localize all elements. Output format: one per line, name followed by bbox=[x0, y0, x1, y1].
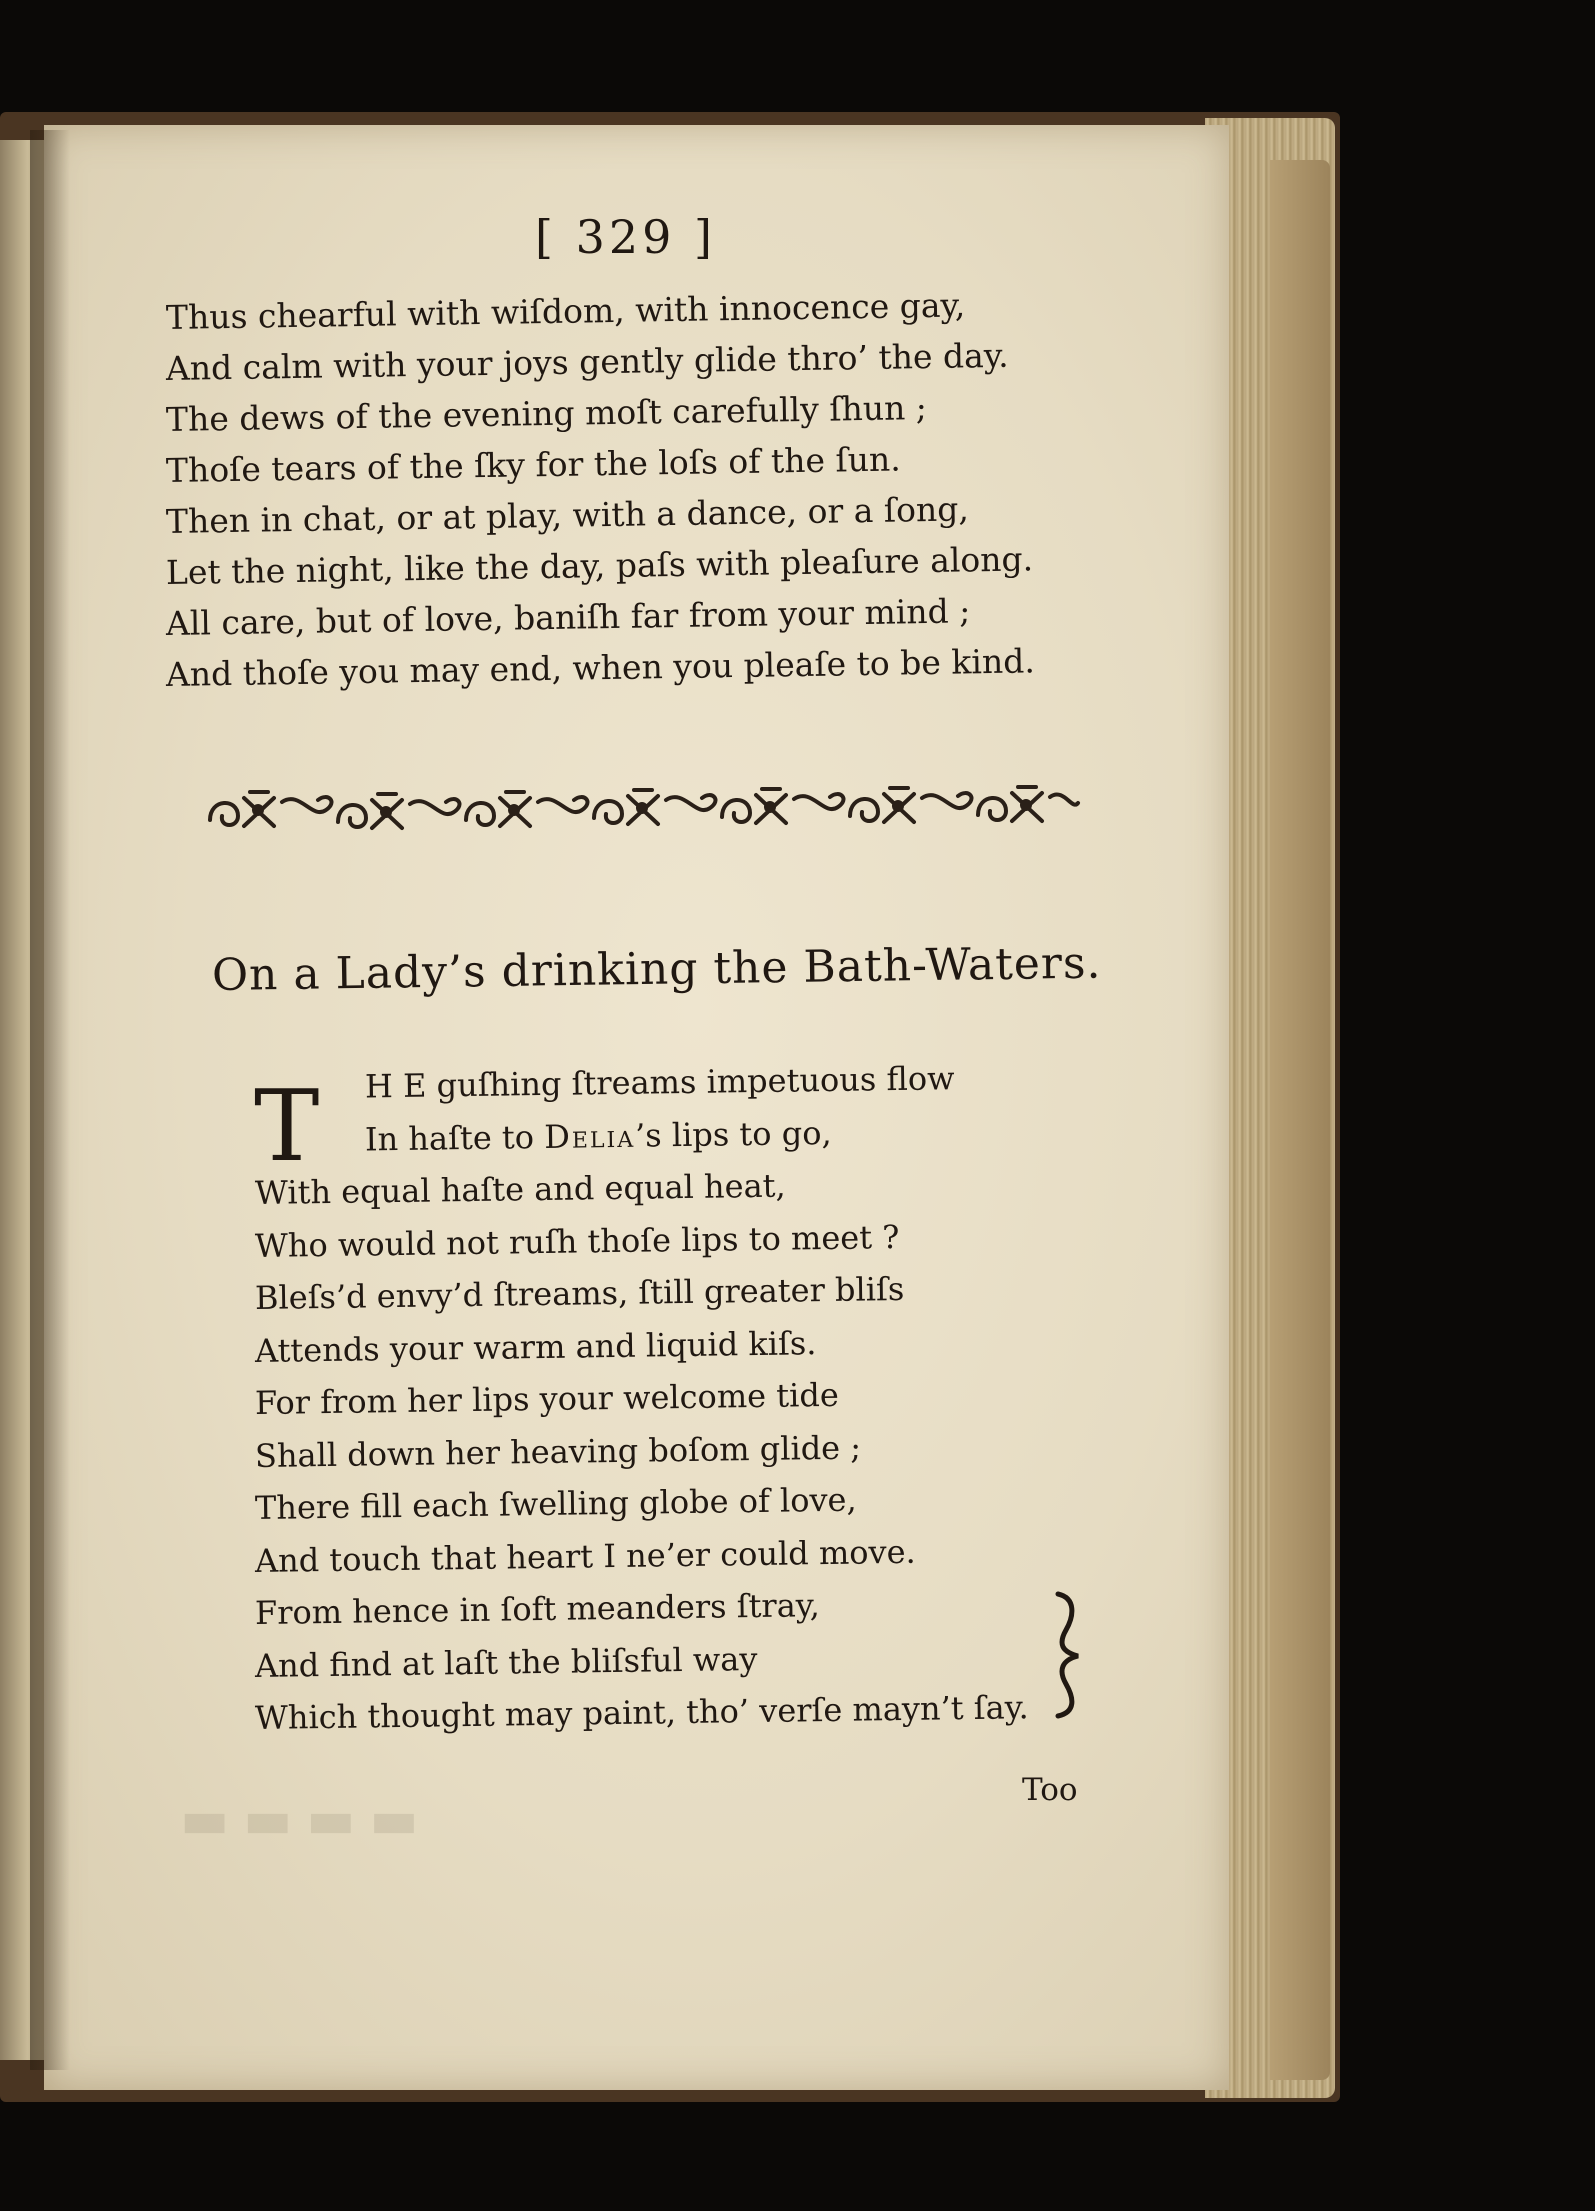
verse-line: And touch that heart I ne’er could move. bbox=[254, 1532, 916, 1580]
verse-line-text: H E guſhing ſtreams impetuous flow bbox=[364, 1059, 955, 1106]
verse-line: Bleſs’d envy’d ſtreams, ſtill greater bliſs bbox=[254, 1269, 905, 1317]
stanza-continuation bbox=[165, 285, 1036, 700]
verse-text: In haſte to bbox=[364, 1117, 545, 1158]
page-fore-edge-inner bbox=[1270, 160, 1330, 2080]
verse-line: Then in chat, or at play, with a dance, or a ſong, bbox=[165, 489, 970, 541]
verse-line: The dews of the evening moſt carefully ſhun ; bbox=[165, 388, 928, 439]
verse-line: Let the night, like the day, paſs with pleaſure along. bbox=[165, 539, 1034, 592]
verse-line: Thoſe tears of the ſky for the loſs of the ſun. bbox=[165, 439, 901, 490]
name-delia: Delia bbox=[543, 1116, 636, 1156]
bleed-through-mark: ▬▬▬▬ bbox=[180, 1790, 433, 1850]
verse-line: Which thought may paint, tho’ verſe mayn’t ſay. bbox=[254, 1688, 1029, 1737]
verse-line: Thus chearful with wiſdom, with innocence gay, bbox=[165, 285, 966, 337]
verse-line: And calm with your joys gently glide thro’ the day. bbox=[165, 335, 1009, 388]
verse-line: For from her lips your welcome tide bbox=[254, 1375, 840, 1422]
poem-body bbox=[254, 1059, 1029, 1745]
verse-line: From hence in ſoft meanders ſtray, bbox=[254, 1586, 821, 1632]
catchword: Too bbox=[1022, 1772, 1078, 1808]
verse-line: There fill each ſwelling globe of love, bbox=[254, 1480, 857, 1527]
verse-text: ’s lips to go, bbox=[634, 1113, 832, 1155]
verse-line: All care, but of love, baniſh far from your mind ; bbox=[165, 591, 971, 643]
page-number: [ 329 ] bbox=[535, 210, 716, 264]
verse-line: And thoſe you may end, when you pleaſe to be kind. bbox=[165, 641, 1036, 694]
poem-title: On a Lady’s drinking the Bath-Waters. bbox=[211, 937, 1102, 1001]
verse-line: Shall down her heaving boſom glide ; bbox=[254, 1428, 862, 1475]
triplet-brace bbox=[1050, 1590, 1090, 1720]
gutter-shadow bbox=[30, 130, 70, 2070]
verse-line: Who would not ruſh thoſe lips to meet ? bbox=[254, 1217, 900, 1265]
printers-ornament-band bbox=[200, 780, 1085, 840]
drop-cap: T bbox=[254, 1070, 320, 1184]
verse-line: And find at laſt the bliſsful way bbox=[254, 1639, 758, 1685]
verse-line: Attends your warm and liquid kiſs. bbox=[254, 1323, 817, 1370]
verse-line: With equal haſte and equal heat, bbox=[254, 1166, 786, 1212]
